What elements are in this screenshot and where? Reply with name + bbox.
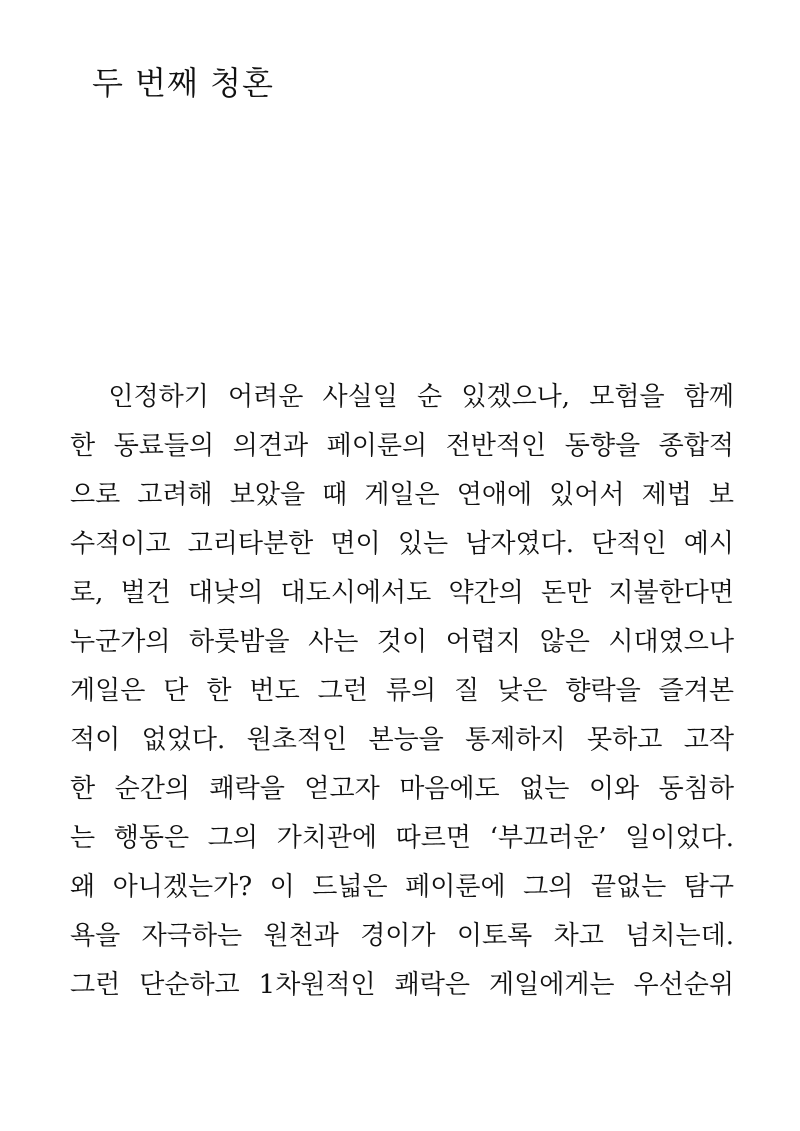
text-line: 는 행동은 그의 가치관에 따르면 ‘부끄러운’ 일이었다.: [70, 823, 734, 853]
body-paragraph: [70, 373, 734, 1010]
text-line: 인정하기 어려운 사실일 순 있겠으나, 모험을 함께: [70, 382, 734, 412]
chapter-title: 두 번째 청혼: [92, 64, 274, 102]
text-line: 왜 아니겠는가? 이 드넓은 페이룬에 그의 끝없는 탐구: [70, 872, 734, 902]
text-line: 로, 벌건 대낮의 대도시에서도 약간의 돈만 지불한다면: [70, 578, 734, 608]
text-line: 그런 단순하고 1차원적인 쾌락은 게일에게는 우선순위: [70, 970, 734, 1000]
text-line: 한 동료들의 의견과 페이룬의 전반적인 동향을 종합적: [70, 431, 734, 461]
text-line: 한 순간의 쾌락을 얻고자 마음에도 없는 이와 동침하: [70, 774, 734, 804]
text-line: 적이 없었다. 원초적인 본능을 통제하지 못하고 고작: [70, 725, 734, 755]
text-line: 욕을 자극하는 원천과 경이가 이토록 차고 넘치는데.: [70, 921, 734, 951]
text-line: 수적이고 고리타분한 면이 있는 남자였다. 단적인 예시: [70, 529, 734, 559]
text-line: 으로 고려해 보았을 때 게일은 연애에 있어서 제법 보: [70, 480, 734, 510]
text-line: 누군가의 하룻밤을 사는 것이 어렵지 않은 시대였으나: [70, 627, 734, 657]
text-line: 게일은 단 한 번도 그런 류의 질 낮은 향락을 즐겨본: [70, 676, 734, 706]
